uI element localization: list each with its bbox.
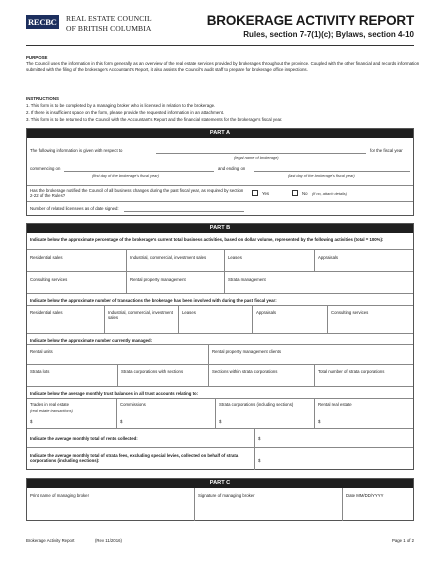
q2-col-divider-3 xyxy=(252,305,253,333)
footer-revision: (Rev 11/2016) xyxy=(95,538,122,543)
part-b-section xyxy=(26,223,414,470)
q6-strata-fees-question: Indicate the average monthly total of strata fees, excluding special levies, collected on behalf of strata corporations (including sections): xyxy=(30,453,239,463)
part-b-title: PART B xyxy=(27,224,413,233)
part-c-title: PART C xyxy=(27,479,413,488)
part-c-col-divider-1 xyxy=(194,488,195,521)
q3-col-divider-1 xyxy=(208,344,209,364)
q2-col-divider-4 xyxy=(327,305,328,333)
footer-page-number: Page 1 of 2 xyxy=(392,538,414,543)
q2-divider-bottom xyxy=(27,333,413,334)
related-licensees-label: Number of related licensees as of date signed: xyxy=(30,206,119,211)
q2-col-divider-1 xyxy=(104,305,105,333)
q3-divider-top xyxy=(27,344,413,345)
commencing-label: commencing on xyxy=(30,166,61,171)
legal-name-label: (legal name of brokerage) xyxy=(234,155,279,160)
related-licensees-field[interactable] xyxy=(124,211,244,212)
q1-col-divider-3 xyxy=(314,249,315,271)
print-name-field[interactable]: Print name of managing broker xyxy=(30,493,89,498)
signature-field[interactable]: Signature of managing broker xyxy=(198,493,255,498)
q2-transactions-question: Indicate below the approximate number of transactions the brokerage has been involved with during the past fiscal year: xyxy=(30,298,277,303)
q2-divider-top xyxy=(27,305,413,306)
q3-total-strata-corporations[interactable]: Total number of strata corporations xyxy=(318,369,385,374)
q6-col-divider xyxy=(254,447,255,470)
no-note: (if no, attach details) xyxy=(312,191,348,196)
q1-residential-sales[interactable]: Residential sales xyxy=(30,255,63,260)
q4-commissions-dollar: $ xyxy=(120,419,123,424)
report-subtitle: Rules, section 7-7(1)(c); Bylaws, section 4-10 xyxy=(243,30,414,39)
q1-consulting-services[interactable]: Consulting services xyxy=(30,277,68,282)
instruction-item-1: 1. This form is to be completed by a managing broker who is licensed in relation to the brokerage. xyxy=(26,103,216,108)
q3-col-divider-3 xyxy=(208,364,209,386)
first-day-label: (first day of the brokerage's fiscal year) xyxy=(92,173,159,178)
q1-divider-bottom xyxy=(27,293,413,294)
q4-rental-real-estate[interactable]: Rental real estate xyxy=(318,402,352,407)
q4-trades-note: (real estate transactions) xyxy=(30,408,73,413)
purpose-heading: PURPOSE xyxy=(26,55,48,60)
part-a-title: PART A xyxy=(27,129,413,138)
q2-residential-sales[interactable]: Residential sales xyxy=(30,310,63,315)
q4-rental-dollar: $ xyxy=(318,419,321,424)
q2-col-divider-2 xyxy=(178,305,179,333)
q5-rents-question: Indicate the average monthly total of rents collected: xyxy=(30,436,138,441)
q4-col-divider-3 xyxy=(314,398,315,428)
no-checkbox[interactable] xyxy=(292,190,298,196)
q3-rental-management-clients[interactable]: Rental property management clients xyxy=(212,349,282,354)
q2-leases[interactable]: Leases xyxy=(182,310,196,315)
q1-strata-management[interactable]: Strata management xyxy=(228,277,266,282)
given-respect-label: The following information is given with respect to xyxy=(30,148,123,153)
q3-sections-within-strata[interactable]: Sections within strata corporations xyxy=(212,369,278,374)
q4-trades-dollar: $ xyxy=(30,419,33,424)
q3-divider-bottom xyxy=(27,386,413,387)
q1-divider-top xyxy=(27,249,413,250)
instruction-item-3: 3. This form is to be returned to the Council with the Accountant's Report and the financial statements for the brokerage's fiscal year. xyxy=(26,117,283,122)
footer-form-name: Brokerage Activity Report xyxy=(26,538,75,543)
q3-col-divider-2 xyxy=(117,364,118,386)
q4-trades-real-estate[interactable]: Trades in real estate xyxy=(30,402,70,407)
q5-rents-dollar[interactable]: $ xyxy=(258,436,261,441)
part-a-divider-2 xyxy=(27,201,413,202)
q4-trust-balances-question: Indicate below the average monthly trust balances in all trust accounts relating to: xyxy=(30,391,199,396)
brokerage-name-field[interactable] xyxy=(156,153,366,154)
header-divider xyxy=(26,45,414,46)
part-a-divider-1 xyxy=(27,185,413,186)
yes-checkbox[interactable] xyxy=(252,190,258,196)
q4-commissions[interactable]: Commissions xyxy=(120,402,146,407)
organization-name xyxy=(66,14,152,33)
part-a-section xyxy=(26,128,414,216)
fiscal-year-label: for the fiscal year xyxy=(370,148,403,153)
org-line-1: REAL ESTATE COUNCIL xyxy=(66,14,152,23)
q6-strata-fees-dollar[interactable]: $ xyxy=(258,458,261,463)
q3-rental-units[interactable]: Rental units xyxy=(30,349,53,354)
q5-col-divider xyxy=(254,428,255,447)
q5-divider-bottom xyxy=(27,447,413,448)
q4-divider-bottom xyxy=(27,428,413,429)
purpose-text: The Council uses the information in this form generally as an overview of the real estate services provided by brokerages throughout the province. Coupled with the other financial and records information submitted with the filing of the brokerage's Accountant's Report, it also assists the Council's audit staff to prepare for brokerage office inspections. xyxy=(26,61,420,72)
instructions-heading: INSTRUCTIONS xyxy=(26,96,59,101)
part-c-col-divider-2 xyxy=(342,488,343,521)
q4-col-divider-1 xyxy=(116,398,117,428)
q1-industrial-sales[interactable]: Industrial, commercial, investment sales xyxy=(130,255,207,260)
last-day-label: (last day of the brokerage's fiscal year) xyxy=(288,173,355,178)
report-title: BROKERAGE ACTIVITY REPORT xyxy=(206,13,414,28)
instruction-item-2: 2. If there is insufficient space on the form, please provide the requested information in an attachment. xyxy=(26,110,225,115)
q4-divider-top xyxy=(27,398,413,399)
q4-col-divider-2 xyxy=(215,398,216,428)
q4-strata-dollar: $ xyxy=(219,419,222,424)
no-label: No xyxy=(302,191,308,196)
q3-col-divider-4 xyxy=(314,364,315,386)
q3-strata-lots[interactable]: Strata lots xyxy=(30,369,50,374)
notified-question: Has the brokerage notified the Council of all business changes during the past fiscal year, as required by section 2-22 of the Rules? xyxy=(30,188,244,198)
q2-industrial-sales[interactable]: Industrial, commercial, investment sales xyxy=(108,310,173,320)
q1-leases[interactable]: Leases xyxy=(228,255,242,260)
q2-appraisals[interactable]: Appraisals xyxy=(256,310,277,315)
fiscal-end-field[interactable] xyxy=(254,171,410,172)
q3-strata-corporations-sections[interactable]: Strata corporations with sections xyxy=(121,369,184,374)
q2-consulting-services[interactable]: Consulting services xyxy=(331,310,369,315)
q3-managed-question: Indicate below the approximate number currently managed: xyxy=(30,338,153,343)
org-line-2: OF BRITISH COLUMBIA xyxy=(66,23,152,33)
q1-divider-mid xyxy=(27,271,413,272)
ending-label: and ending on xyxy=(218,166,246,171)
fiscal-start-field[interactable] xyxy=(64,171,214,172)
q4-strata-corporations[interactable]: Strata corporations (including sections) xyxy=(219,402,294,407)
q1-appraisals[interactable]: Appraisals xyxy=(318,255,339,260)
q1-percentage-question: Indicate below the approximate percentage of the brokerage's current total business activities, based on dollar volume, represented by the following activities (total = 100%): xyxy=(30,237,384,242)
yes-label: Yes xyxy=(262,191,270,196)
q3-divider-mid xyxy=(27,364,413,365)
q1-rental-property-management[interactable]: Rental property management xyxy=(130,277,186,282)
date-field[interactable]: Date MM/DD/YYYY xyxy=(346,493,384,498)
council-logo: RECBC xyxy=(28,17,57,27)
